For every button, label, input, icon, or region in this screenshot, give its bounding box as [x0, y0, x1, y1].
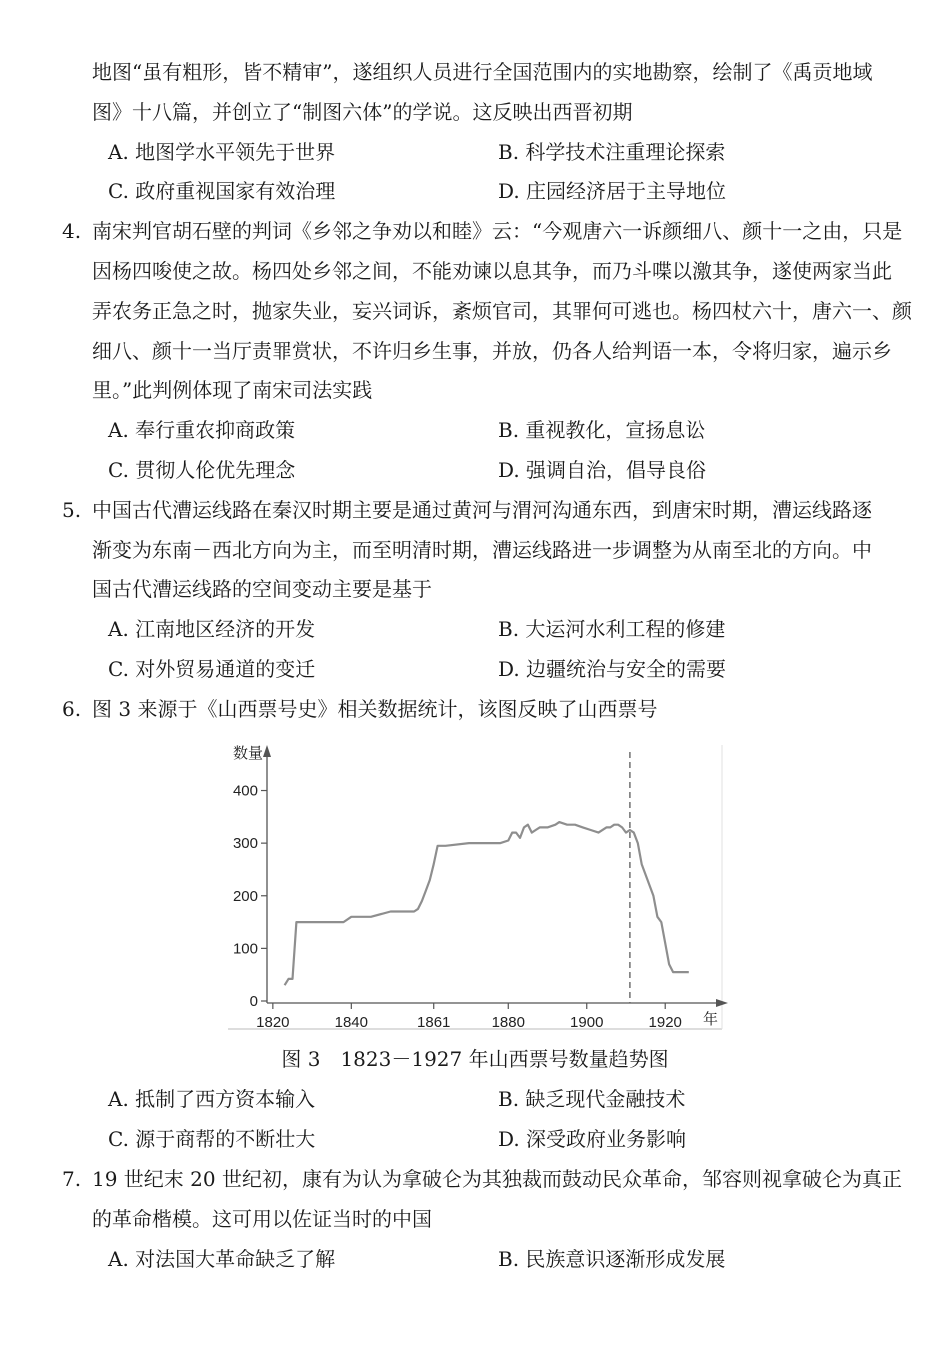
q3-option-c: C. 政府重视国家有效治理 — [108, 179, 336, 203]
chart-series-line-0 — [285, 822, 689, 985]
q4-option-c: C. 贯彻人伦优先理念 — [108, 458, 296, 482]
q4-line-2: 因杨四唆使之故。杨四处乡邻之间，不能劝谏以息其争，而乃斗喋以激其争，遂使两家当此 — [92, 259, 892, 283]
q5-line-1: 中国古代漕运线路在秦汉时期主要是通过黄河与渭河沟通东西，到唐宋时期，漕运线路逐 — [92, 498, 872, 522]
q5-number: 5. — [62, 498, 82, 522]
chart-x-tick-label: 1820 — [256, 1014, 290, 1031]
q3-option-b: B. 科学技术注重理论探索 — [498, 140, 726, 164]
chart-x-tick-label: 1880 — [491, 1014, 525, 1031]
q5-line-3: 国古代漕运线路的空间变动主要是基于 — [92, 577, 432, 601]
q7-number: 7. — [62, 1167, 82, 1191]
chart-y-tick-label: 200 — [232, 887, 258, 905]
q7-line-1: 19 世纪末 20 世纪初，康有为认为拿破仑为其独裁而鼓动民众革命，邹容则视拿破仑为真正 — [92, 1167, 902, 1191]
chart-y-axis-arrow — [263, 745, 271, 757]
q3-option-d: D. 庄园经济居于主导地位 — [498, 179, 727, 203]
q7-line-2: 的革命楷模。这可用以佐证当时的中国 — [92, 1207, 432, 1231]
q3-line-1: 地图“虽有粗形，皆不精审”，遂组织人员进行全国范围内的实地勘察，绘制了《禹贡地域 — [92, 60, 873, 84]
chart-y-tick-label: 400 — [232, 782, 258, 800]
q7-option-b: B. 民族意识逐渐形成发展 — [498, 1247, 726, 1271]
q3-option-a: A. 地图学水平领先于世界 — [108, 140, 336, 164]
q6-option-a: A. 抵制了西方资本输入 — [108, 1087, 316, 1111]
q6-number: 6. — [62, 697, 82, 721]
q4-number: 4. — [62, 219, 82, 243]
q3-line-2: 图》十八篇，并创立了“制图六体”的学说。这反映出西晋初期 — [92, 100, 633, 124]
q4-option-a: A. 奉行重农抑商政策 — [108, 418, 296, 442]
q5-line-2: 渐变为东南－西北方向为主，而至明清时期，漕运线路进一步调整为从南至北的方向。中 — [92, 538, 872, 562]
q5-option-a: A. 江南地区经济的开发 — [108, 617, 316, 641]
q4-line-3: 弄农务正急之时，抛家失业，妄兴词诉，紊烦官司，其罪何可逃也。杨四杖六十，唐六一、颜 — [92, 299, 912, 323]
chart-caption: 图 3 1823－1927 年山西票号数量趋势图 — [281, 1047, 669, 1071]
chart-y-tick-label: 0 — [249, 993, 258, 1010]
chart-x-tick-label: 1840 — [334, 1014, 369, 1031]
chart-y-tick-label: 300 — [232, 835, 258, 853]
chart-x-tick-label: 1861 — [417, 1014, 451, 1031]
q4-option-b: B. 重视教化，宣扬息讼 — [498, 418, 706, 442]
q4-line-1: 南宋判官胡石壁的判词《乡邻之争劝以和睦》云：“今观唐六一诉颜细八、颜十一之由，只是 — [92, 219, 903, 243]
q6-option-d: D. 深受政府业务影响 — [498, 1127, 687, 1151]
chart-y-tick-label: 100 — [232, 940, 258, 958]
chart-x-tick-label: 1900 — [570, 1014, 604, 1031]
q4-line-5: 里。”此判例体现了南宋司法实践 — [92, 378, 373, 402]
chart-x-tick-label: 1920 — [648, 1014, 682, 1031]
q6-line-1: 图 3 来源于《山西票号史》相关数据统计，该图反映了山西票号 — [92, 697, 658, 721]
q6-option-b: B. 缺乏现代金融技术 — [498, 1087, 686, 1111]
q7-option-a: A. 对法国大革命缺乏了解 — [108, 1247, 336, 1271]
q4-option-d: D. 强调自治，倡导良俗 — [498, 458, 707, 482]
chart-x-axis-label: 年 — [703, 1011, 719, 1028]
q5-option-b: B. 大运河水利工程的修建 — [498, 617, 726, 641]
q5-option-c: C. 对外贸易通道的变迁 — [108, 657, 316, 681]
q5-option-d: D. 边疆统治与安全的需要 — [498, 657, 727, 681]
q6-option-c: C. 源于商帮的不断壮大 — [108, 1127, 316, 1151]
chart-y-axis-label: 数量 — [233, 745, 264, 762]
q4-line-4: 细八、颜十一当厅责罪赏状，不许归乡生事，并放，仍各人给判语一本，令将归家，遍示乡 — [92, 339, 892, 363]
